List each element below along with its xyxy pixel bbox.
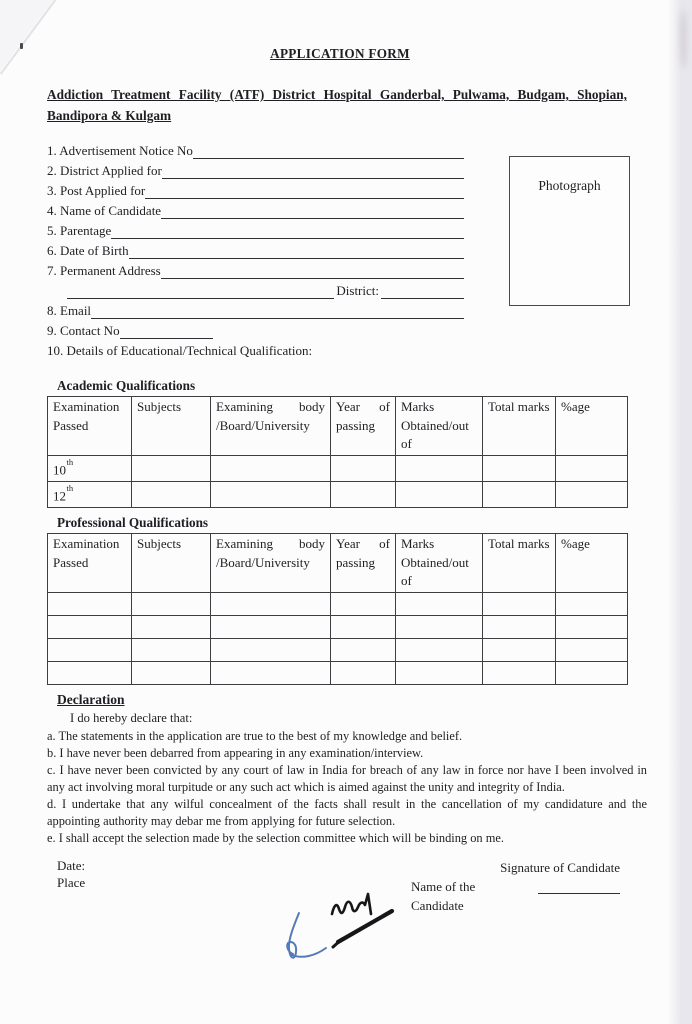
table-cell (331, 456, 396, 482)
table-cell (396, 481, 483, 507)
table-cell (48, 662, 132, 685)
table-cell (331, 481, 396, 507)
table-cell (132, 662, 211, 685)
photograph-box (509, 156, 630, 306)
column-header: Marks Obtained/out of (396, 534, 483, 593)
table-cell (132, 481, 211, 507)
table-cell: 12th (48, 481, 132, 507)
column-header: Year of passing (331, 397, 396, 456)
table-cell (48, 616, 132, 639)
table-row (48, 616, 628, 639)
signature-stroke-blue (287, 913, 326, 958)
field-label-5: 5. Parentage (47, 223, 112, 238)
declaration-items (47, 728, 647, 847)
field-line-6 (47, 241, 464, 261)
table-cell (556, 456, 628, 482)
column-header: Marks Obtained/out of (396, 397, 483, 456)
field-label-3: 3. Post Applied for (47, 183, 146, 198)
table-cell (483, 616, 556, 639)
table-cell (211, 639, 331, 662)
professional-qualifications-table (47, 533, 628, 685)
declaration-item-d: d. I undertake that any wilful concealment of the facts shall result in the cancellation of my candidature and the appointing authority may debar me from applying for future selection. (47, 797, 647, 828)
table-cell (132, 639, 211, 662)
contact-underline (120, 321, 213, 339)
form-title: APPLICATION FORM (270, 46, 410, 61)
academic-qualifications-heading: Academic Qualifications (57, 378, 196, 393)
signature-scribble-black (332, 894, 371, 914)
field-underline-6 (129, 241, 464, 259)
field-label-4: 4. Name of Candidate (47, 203, 162, 218)
table-cell (331, 639, 396, 662)
field-line-5 (47, 221, 464, 241)
column-header: Examining body /Board/University (211, 534, 331, 593)
name-of-candidate-label: Name of the Candidate (411, 879, 476, 913)
address-continuation-underline (67, 281, 334, 299)
table-cell (483, 639, 556, 662)
field-label-6: 6. Date of Birth (47, 243, 129, 258)
handwritten-signature (245, 885, 415, 975)
signature-of-candidate-label: Signature of Candidate (500, 860, 620, 875)
declaration-item-b: b. I have never been debarred from appearing in any examination/interview. (47, 746, 424, 760)
details-label: 10. Details of Educational/Technical Qualification: (47, 343, 313, 358)
table-cell (211, 481, 331, 507)
table-cell (132, 456, 211, 482)
column-header: %age (556, 397, 628, 456)
place-label: Place (57, 875, 86, 890)
email-underline (91, 301, 464, 319)
field-underline-7 (161, 261, 464, 279)
table-row (48, 593, 628, 616)
table-cell (396, 639, 483, 662)
table-cell (211, 593, 331, 616)
name-underline (538, 877, 620, 894)
details-line (47, 341, 464, 361)
column-header: Examining body /Board/University (211, 397, 331, 456)
column-header: Examination Passed (48, 534, 132, 593)
table-cell: 10th (48, 456, 132, 482)
field-label-7: 7. Permanent Address (47, 263, 161, 278)
contact-line (47, 321, 464, 341)
table-cell (331, 662, 396, 685)
field-line-1 (47, 141, 464, 161)
name-of-candidate-line (411, 877, 620, 913)
column-header: Subjects (132, 534, 211, 593)
declaration-item-a: a. The statements in the application are true to the best of my knowledge and belief. (47, 729, 463, 743)
field-line-7 (47, 261, 464, 281)
table-cell (396, 616, 483, 639)
declaration-item-e: e. I shall accept the selection made by the selection committee which will be binding on me. (47, 831, 504, 845)
table-cell (211, 616, 331, 639)
table-cell (556, 616, 628, 639)
table-cell (331, 593, 396, 616)
field-label-2: 2. District Applied for (47, 163, 162, 178)
declaration-heading: Declaration (57, 692, 125, 707)
professional-qualifications-heading: Professional Qualifications (57, 515, 209, 530)
declaration-item-c: c. I have never been convicted by any court of law in India for breach of any law in force nor have I been involved in any act involving moral turpitude or any such act which is aimed against the unity and integrity of India. (47, 763, 647, 794)
table-row (48, 639, 628, 662)
table-cell (556, 639, 628, 662)
column-header: Subjects (132, 397, 211, 456)
column-header: %age (556, 534, 628, 593)
table-cell (483, 593, 556, 616)
signature-dash-black (338, 911, 392, 942)
table-cell (396, 456, 483, 482)
form-subtitle-line2: Bandipora & Kulgam (47, 108, 172, 123)
field-line-4 (47, 201, 464, 221)
table-row (48, 456, 628, 482)
column-header: Total marks (483, 397, 556, 456)
table-cell (211, 456, 331, 482)
email-label: 8. Email (47, 303, 92, 318)
column-header: Year of passing (331, 534, 396, 593)
field-label-1: 1. Advertisement Notice No (47, 143, 193, 158)
table-cell (396, 593, 483, 616)
table-cell (331, 616, 396, 639)
table-cell (132, 593, 211, 616)
page-edge-smudge (680, 10, 687, 68)
form-subtitle (47, 84, 627, 126)
page-edge-shadow (668, 0, 692, 1024)
table-cell (556, 593, 628, 616)
table-cell (556, 662, 628, 685)
field-underline-4 (161, 201, 464, 219)
field-underline-2 (162, 161, 464, 179)
table-cell (48, 593, 132, 616)
field-underline-1 (193, 141, 464, 159)
table-row (48, 662, 628, 685)
field-underline-5 (111, 221, 464, 239)
table-cell (48, 639, 132, 662)
table-cell (483, 456, 556, 482)
field-line-3 (47, 181, 464, 201)
academic-qualifications-table (47, 396, 628, 508)
photograph-label: Photograph (538, 178, 601, 193)
field-underline-3 (145, 181, 464, 199)
district-underline (381, 281, 464, 299)
column-header: Total marks (483, 534, 556, 593)
form-fields-list (47, 141, 464, 281)
form-subtitle-line1: Addiction Treatment Facility (ATF) District Hospital Ganderbal, Pulwama, Budgam, Shopian, (47, 87, 627, 102)
table-cell (483, 662, 556, 685)
district-line (47, 281, 464, 301)
field-line-2 (47, 161, 464, 181)
table-cell (556, 481, 628, 507)
table-cell (132, 616, 211, 639)
table-cell (211, 662, 331, 685)
district-label: District: (336, 283, 379, 298)
date-label: Date: (57, 858, 86, 873)
table-cell (396, 662, 483, 685)
declaration-intro: I do hereby declare that: (70, 711, 193, 725)
scan-speck (20, 43, 23, 49)
email-line (47, 301, 464, 321)
column-header: Examination Passed (48, 397, 132, 456)
table-cell (483, 481, 556, 507)
contact-label: 9. Contact No (47, 323, 120, 338)
table-row (48, 481, 628, 507)
